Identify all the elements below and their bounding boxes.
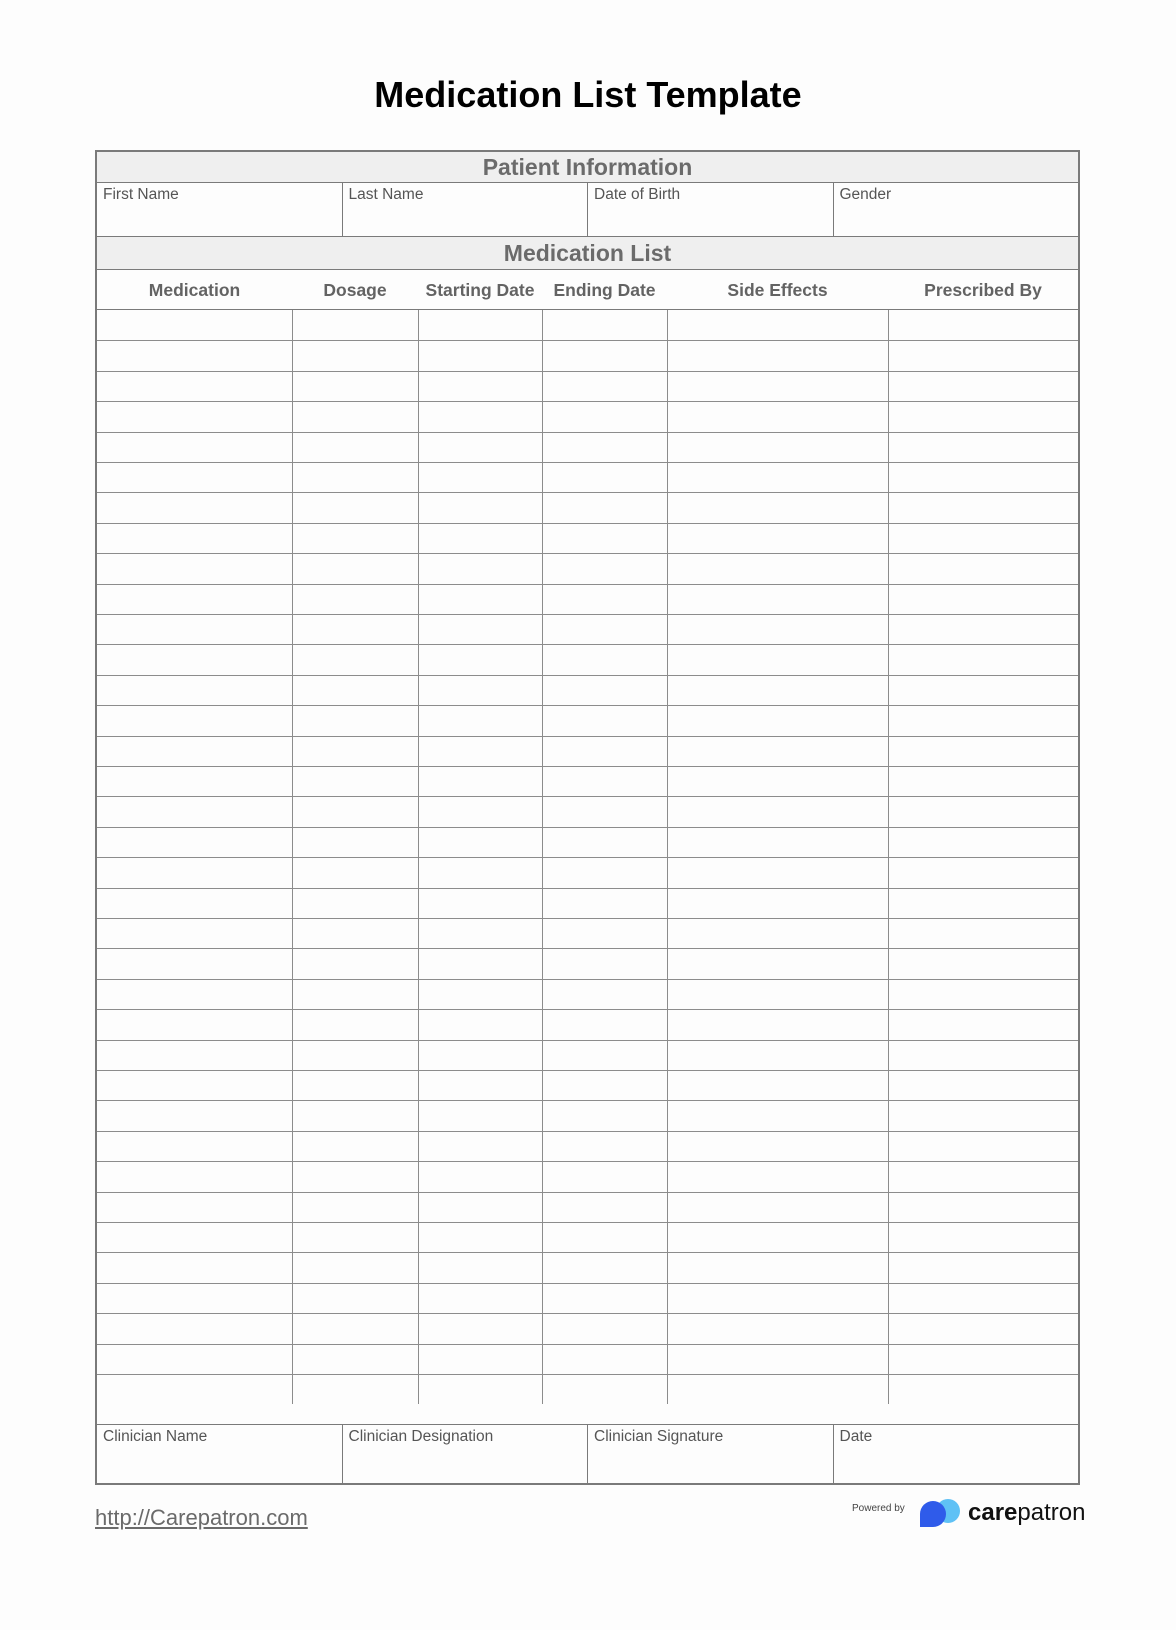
- medication-column-headers: [97, 270, 1078, 310]
- grid-column-line: [292, 310, 293, 1404]
- grid-column-line: [418, 310, 419, 1404]
- grid-row-line: [97, 827, 1078, 828]
- clinician-signature-field[interactable]: Clinician Signature: [588, 1425, 834, 1485]
- patient-info-heading: Patient Information: [97, 152, 1078, 183]
- grid-row-line: [97, 1100, 1078, 1101]
- col-header-side-effects: Side Effects: [727, 280, 828, 300]
- brand-bold: care: [968, 1499, 1018, 1526]
- clinician-date-field[interactable]: Date: [839, 1428, 873, 1445]
- grid-row-line: [97, 492, 1078, 493]
- grid-row-line: [97, 401, 1078, 402]
- grid-row-line: [97, 1222, 1078, 1223]
- gender-field[interactable]: Gender: [839, 186, 892, 203]
- clinician-designation-field[interactable]: Clinician Designation: [343, 1425, 589, 1485]
- grid-row-line: [97, 1040, 1078, 1041]
- grid-row-line: [97, 1131, 1078, 1132]
- grid-column-line: [542, 310, 543, 1404]
- grid-row-line: [97, 1252, 1078, 1253]
- first-name-field[interactable]: First Name: [97, 183, 343, 236]
- grid-row-line: [97, 766, 1078, 767]
- grid-row-line: [97, 553, 1078, 554]
- grid-row-line: [97, 796, 1078, 797]
- col-header-prescribed-by: Prescribed By: [924, 280, 1042, 300]
- grid-column-line: [888, 310, 889, 1404]
- clinician-name-field[interactable]: Clinician Name: [97, 1425, 343, 1485]
- col-header-medication: Medication: [148, 280, 241, 300]
- form-frame: [95, 150, 1080, 1485]
- grid-row-line: [97, 1009, 1078, 1010]
- grid-row-line: [97, 584, 1078, 585]
- brand-regular: patron: [1017, 1499, 1086, 1526]
- carepatron-logo-icon: [916, 1497, 964, 1531]
- grid-row-line: [97, 1374, 1078, 1375]
- date-of-birth-field[interactable]: Date of Birth: [588, 183, 834, 236]
- page-title: Medication List Template: [374, 74, 802, 115]
- carepatron-link[interactable]: http://Carepatron.com: [95, 1505, 308, 1530]
- powered-by-label: Powered by: [852, 1503, 905, 1514]
- grid-row-line: [97, 948, 1078, 949]
- grid-row-line: [97, 644, 1078, 645]
- grid-row-line: [97, 1313, 1078, 1314]
- grid-row-line: [97, 857, 1078, 858]
- grid-row-line: [97, 1283, 1078, 1284]
- last-name-field[interactable]: Last Name: [343, 183, 589, 236]
- medication-list-heading: Medication List: [97, 237, 1078, 270]
- grid-row-line: [97, 705, 1078, 706]
- grid-row-line: [97, 340, 1078, 341]
- clinician-row: [97, 1424, 1078, 1485]
- col-header-dosage: Dosage: [323, 280, 387, 300]
- grid-row-line: [97, 462, 1078, 463]
- medication-grid[interactable]: [97, 310, 1078, 1404]
- grid-row-line: [97, 1161, 1078, 1162]
- grid-column-line: [667, 310, 668, 1404]
- col-header-starting-date: Starting Date: [425, 280, 535, 300]
- brand-wordmark: [968, 1499, 1085, 1527]
- grid-row-line: [97, 1344, 1078, 1345]
- col-header-ending-date: Ending Date: [553, 280, 656, 300]
- grid-row-line: [97, 614, 1078, 615]
- grid-row-line: [97, 371, 1078, 372]
- grid-row-line: [97, 736, 1078, 737]
- grid-row-line: [97, 432, 1078, 433]
- grid-row-line: [97, 675, 1078, 676]
- grid-row-line: [97, 888, 1078, 889]
- carepatron-brand[interactable]: [852, 1497, 1086, 1537]
- grid-row-line: [97, 1070, 1078, 1071]
- grid-row-line: [97, 1192, 1078, 1193]
- patient-info-row: [97, 183, 1078, 237]
- grid-row-line: [97, 523, 1078, 524]
- grid-row-line: [97, 918, 1078, 919]
- grid-row-line: [97, 979, 1078, 980]
